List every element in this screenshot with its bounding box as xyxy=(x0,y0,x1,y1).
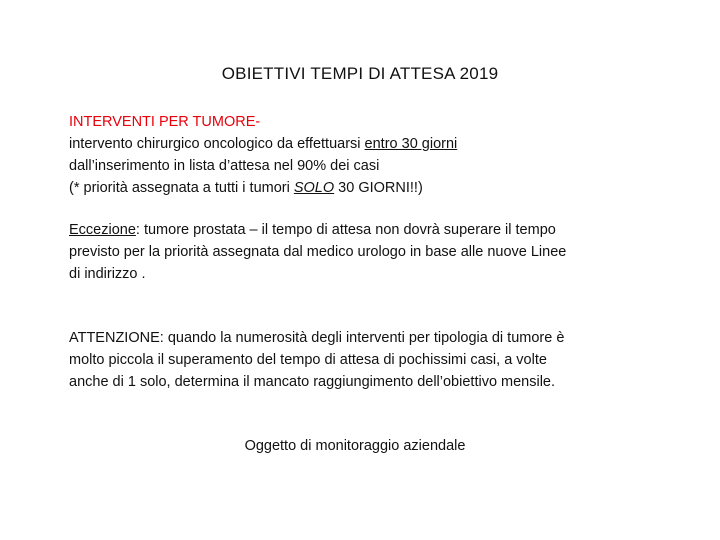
monitoring-note: Oggetto di monitoraggio aziendale xyxy=(244,438,466,454)
text-span: (* priorità assegnata a tutti i tumori xyxy=(69,180,294,196)
paragraph-line xyxy=(69,133,659,155)
only-emphasis: SOLO xyxy=(293,180,335,196)
paragraph-line xyxy=(69,177,659,199)
paragraph-line xyxy=(69,219,659,241)
paragraph-line: previsto per la priorità assegnata dal medico urologo in base alle nuove Linee xyxy=(69,244,567,260)
exception-label: Eccezione xyxy=(69,222,136,238)
paragraph-line: molto piccola il superamento del tempo di attesa di pochissimi casi, a volte xyxy=(69,352,547,368)
paragraph-line: di indirizzo . xyxy=(69,266,146,282)
deadline-emphasis: entro 30 giorni xyxy=(364,136,458,152)
page-title: OBIETTIVI TEMPI DI ATTESA 2019 xyxy=(221,64,499,83)
paragraph-line: anche di 1 solo, determina il mancato raggiungimento dell’obiettivo mensile. xyxy=(69,374,556,390)
section-heading: INTERVENTI PER TUMORE- xyxy=(69,114,261,130)
text-span: intervento chirurgico oncologico da effettuarsi xyxy=(69,136,365,152)
attention-section xyxy=(69,327,659,393)
text-span: : tumore prostata – il tempo di attesa non dovrà superare il tempo xyxy=(135,222,556,238)
tumor-interventions-section xyxy=(69,111,659,199)
paragraph-line: ATTENZIONE: quando la numerosità degli interventi per tipologia di tumore è xyxy=(69,330,565,346)
exception-section xyxy=(69,219,659,285)
paragraph-line: dall’inserimento in lista d’attesa nel 90% dei casi xyxy=(69,158,380,174)
text-span: 30 GIORNI!!) xyxy=(334,180,423,196)
